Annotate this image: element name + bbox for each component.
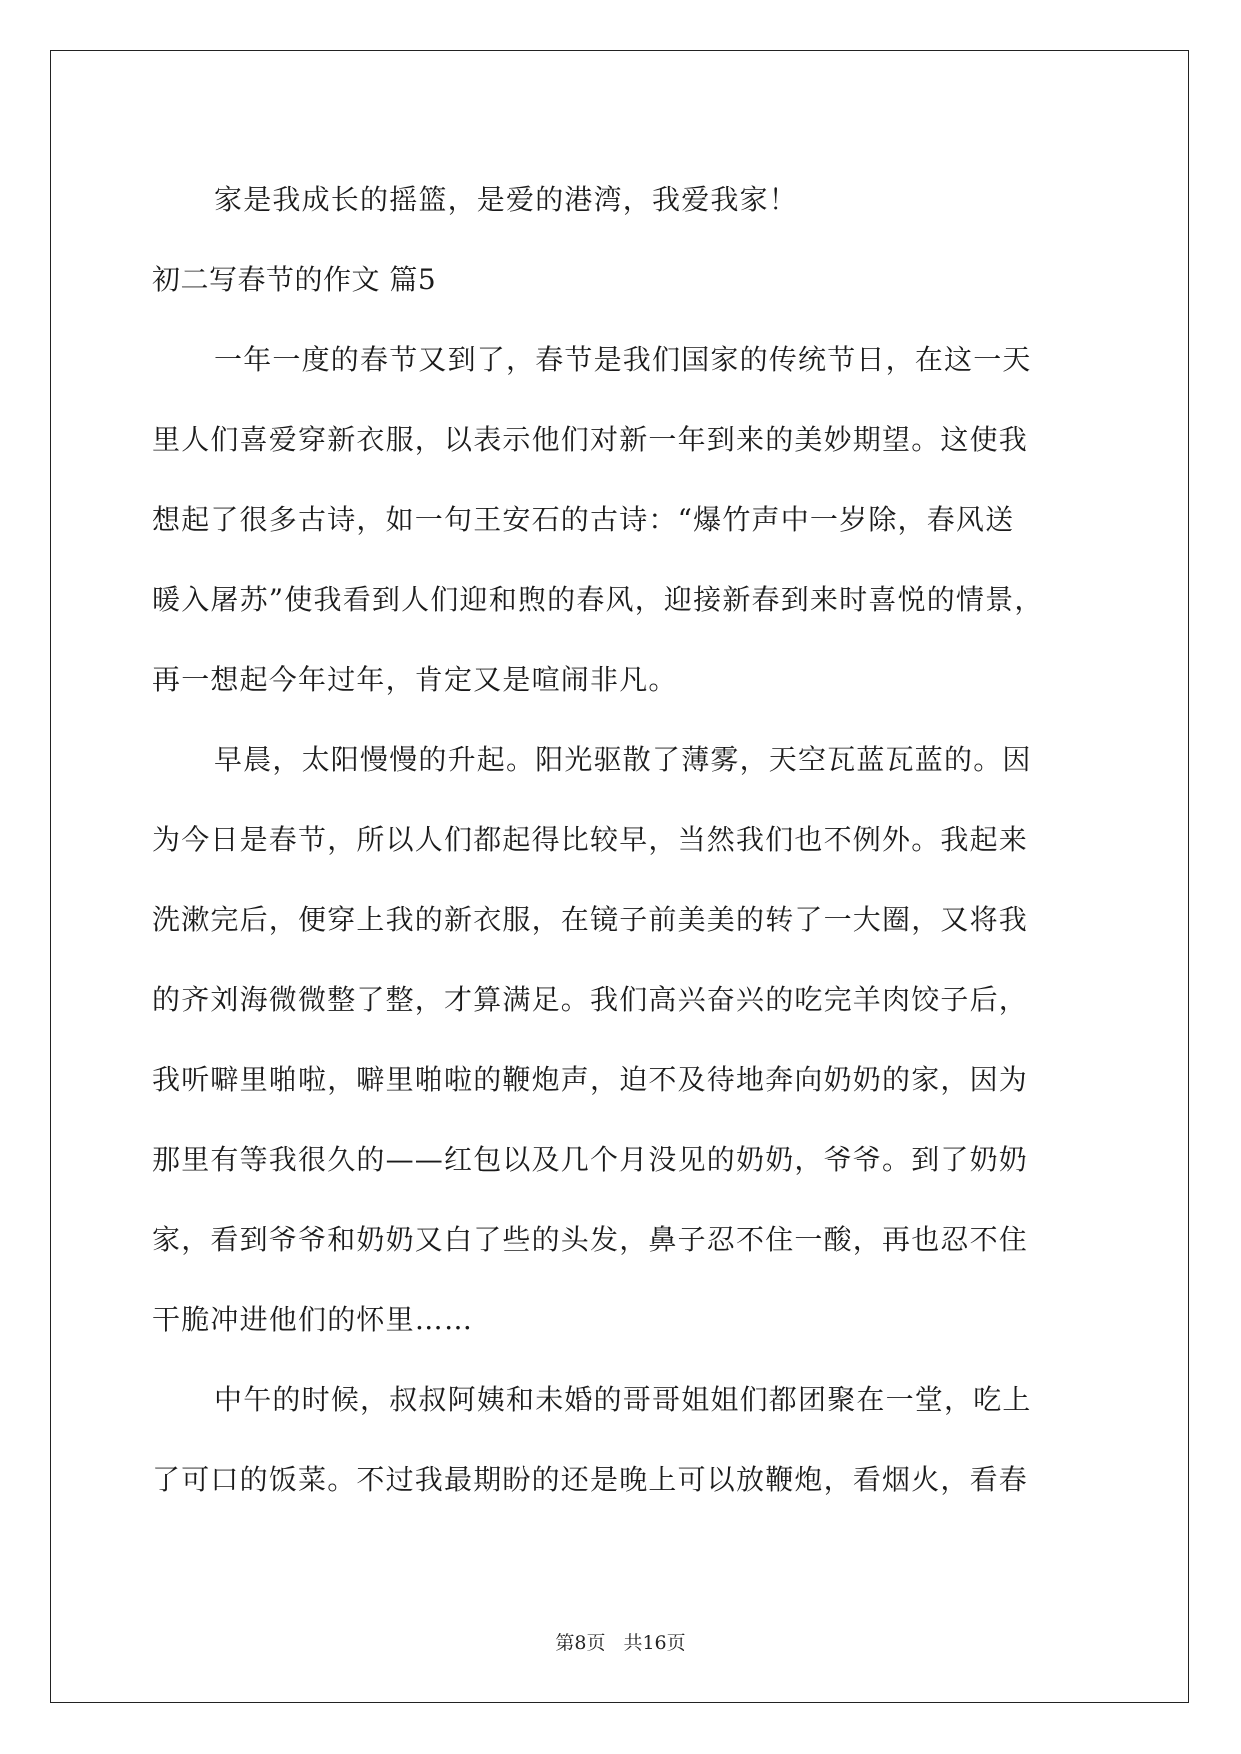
text-line: 那里有等我很久的——红包以及几个月没见的奶奶，爷爷。到了奶奶 bbox=[152, 1143, 1029, 1176]
text-line: 暖入屠苏”使我看到人们迎和煦的春风，迎接新春到来时喜悦的情景， bbox=[152, 583, 1044, 616]
text-line: 里人们喜爱穿新衣服，以表示他们对新一年到来的美妙期望。这使我 bbox=[152, 423, 1029, 456]
page-number: 第8页 bbox=[555, 1632, 606, 1654]
text-line: 家是我成长的摇篮，是爱的港湾，我爱我家！ bbox=[214, 183, 799, 216]
text-line: 再一想起今年过年，肯定又是喧闹非凡。 bbox=[152, 663, 678, 696]
document-body bbox=[152, 160, 1092, 1520]
page-total: 共16页 bbox=[623, 1632, 686, 1654]
text-line: 一年一度的春节又到了，春节是我们国家的传统节日，在这一天 bbox=[214, 343, 1032, 376]
section-heading: 初二写春节的作文 篇5 bbox=[152, 263, 437, 296]
text-line: 早晨，太阳慢慢的升起。阳光驱散了薄雾，天空瓦蓝瓦蓝的。因 bbox=[214, 743, 1032, 776]
text-line: 了可口的饭菜。不过我最期盼的还是晚上可以放鞭炮，看烟火，看春 bbox=[152, 1463, 1029, 1496]
text-line: 干脆冲进他们的怀里…… bbox=[152, 1303, 474, 1336]
page-footer bbox=[0, 1628, 1241, 1655]
text-line: 家，看到爷爷和奶奶又白了些的头发，鼻子忍不住一酸，再也忍不住 bbox=[152, 1223, 1029, 1256]
text-line: 的齐刘海微微整了整，才算满足。我们高兴奋兴的吃完羊肉饺子后， bbox=[152, 983, 1029, 1016]
text-line: 中午的时候，叔叔阿姨和未婚的哥哥姐姐们都团聚在一堂，吃上 bbox=[214, 1383, 1032, 1416]
text-line: 洗漱完后，便穿上我的新衣服，在镜子前美美的转了一大圈，又将我 bbox=[152, 903, 1029, 936]
text-line: 为今日是春节，所以人们都起得比较早，当然我们也不例外。我起来 bbox=[152, 823, 1029, 856]
text-line: 想起了很多古诗，如一句王安石的古诗：“爆竹声中一岁除，春风送 bbox=[152, 503, 1015, 536]
text-line: 我听噼里啪啦，噼里啪啦的鞭炮声，迫不及待地奔向奶奶的家，因为 bbox=[152, 1063, 1029, 1096]
